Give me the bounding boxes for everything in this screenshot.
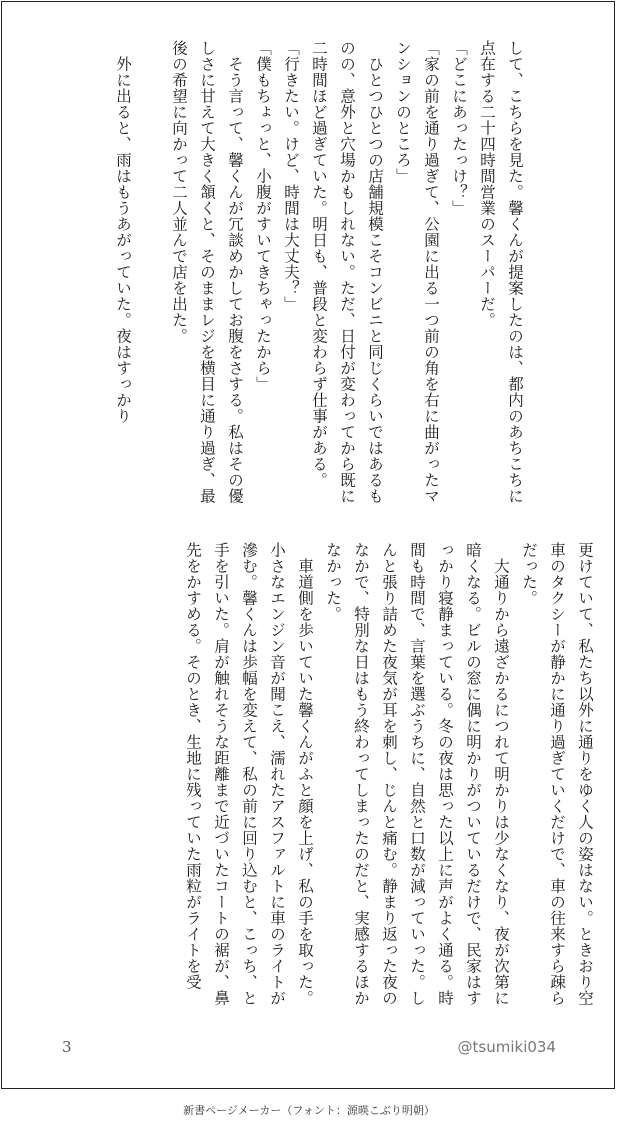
lower-text-block [139,542,599,1020]
page-number: 3 [62,1038,72,1056]
paragraph: 大通りから遠ざかるにつれて明かりは少なくなり、夜が次第に暗くなる。ビルの窓に偶に明かりがついているだけで、民家はすっかり寝静まっている。冬の夜は思った以上に声がよく通る。時間も時間で、言葉を選ぶうちに、自然と口数が減っていった。しんと張り詰めた夜気が耳を刺し、じんと痛む。静まり返った夜のなかで、特別な日はもう終わってしまったのだと、実感するほかなかった。 [324,542,510,1006]
paragraph: 「家の前を通り過ぎて、公園に出る一つ前の角を右に曲がったマンションのところ」 [394,40,440,504]
paragraph: そう言って、馨くんが冗談めかしてお腹をさする。私はその優しさに甘えて大きく頷くと、そのままレジを横目に通り過ぎ、最後の希望に向かって二人並んで店を出た。 [170,40,244,504]
paragraph: 更けていて、私たち以外に通りをゆく人の姿はない。ときおり空車のタクシーが静かに通り過ぎていくだけで、車の往来すら疎らだった。 [520,542,594,1006]
paragraph: ひとつひとつの店舗規模こそコンビニと同じくらいではあるものの、意外と穴場かもしれない。ただ、日付が変わってから既に二時間ほど過ぎていた。明日も、普段と変わらず仕事がある。 [310,40,384,504]
paragraph: 「どこにあったっけ？」 [450,40,468,216]
paragraph-spacer [137,40,165,518]
paragraph: して、こちらを見た。馨くんが提案したのは、都内のあちこちに点在する二十四時間営業のスーパーだ。 [478,40,524,504]
footer-caption: 新書ページメーカー（フォント：源暎こぶり明朝） [183,1104,435,1117]
upper-text-block [114,40,529,518]
paragraph: 外に出ると、雨はもうあがっていた。夜はすっかり [114,40,132,424]
credit-handle: @tsumiki034 [457,1038,556,1056]
paragraph: 「行きたい。けど、時間は大丈夫？」 [282,40,300,312]
paragraph: 「僕もちょっと、小腹がすいてきちゃったから」 [254,40,272,392]
page-frame [1,1,615,1089]
paragraph: 車道側を歩いていた馨くんがふと顔を上げ、私の手を取った。小さなエンジン音が聞こえ、濡れたアスファルトに車のライトが滲む。馨くんは歩幅を変えて、私の前に回り込むと、こっち、と手を引いた。肩が触れそうな距離まで近づいたコートの裾が、鼻先をかすめる。そのとき、生地に残っていた雨粒がライトを受 [184,542,314,1006]
